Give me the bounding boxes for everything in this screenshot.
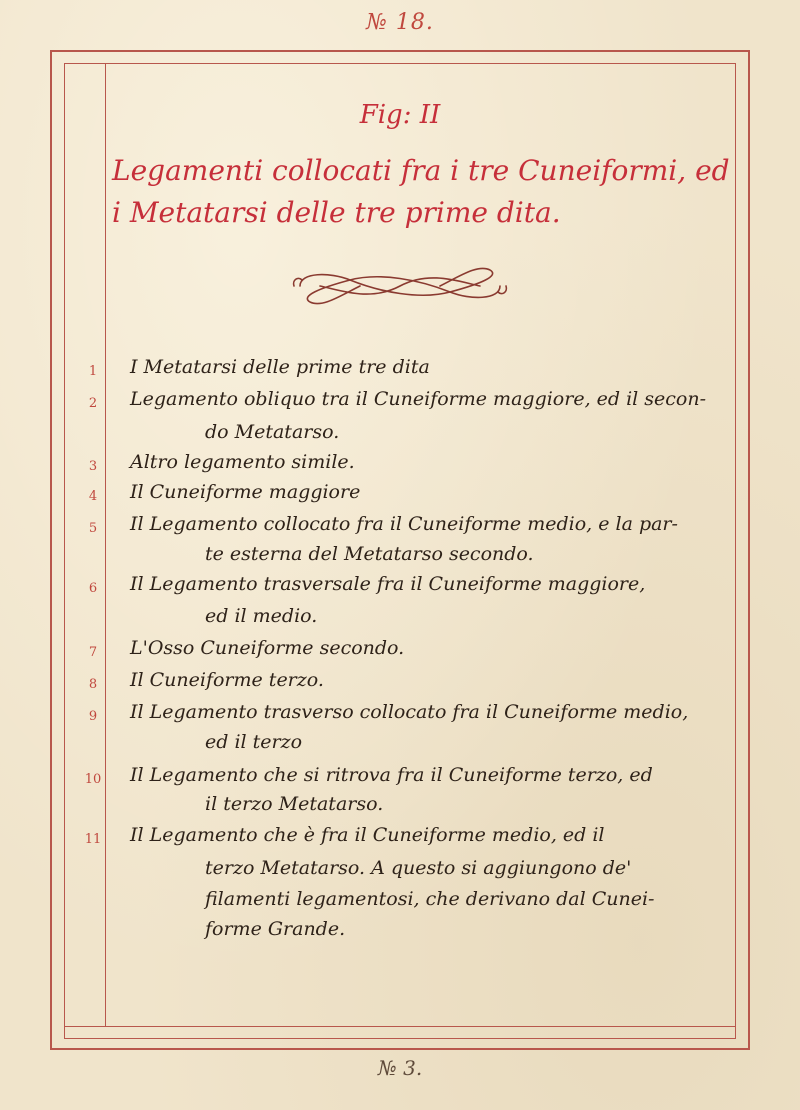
legend-number-8: 8 — [88, 677, 98, 692]
legend-9-line-1: Il Legamento trasverso collocato fra il Cuneiforme medio, — [130, 701, 689, 723]
legend-11-line-2: terzo Metatarso. A questo si aggiungono de' — [205, 857, 632, 879]
legend-10-line-2: il terzo Metatarso. — [205, 793, 384, 815]
legend-number-10: 10 — [84, 772, 102, 787]
legend-number-11: 11 — [84, 832, 102, 847]
legend-11-line-1: Il Legamento che è fra il Cuneiforme medio, ed il — [130, 824, 605, 846]
legend-6-line-2: ed il medio. — [205, 605, 318, 627]
legend-number-9: 9 — [88, 709, 98, 724]
legend-number-5: 5 — [88, 521, 98, 536]
legend-number-7: 7 — [88, 645, 98, 660]
legend-6-line-1: Il Legamento trasversale fra il Cuneiforme maggiore, — [130, 573, 646, 595]
legend-7-line-1: L'Osso Cuneiforme secondo. — [130, 637, 405, 659]
legend-number-6: 6 — [88, 581, 98, 596]
title-line-2: i Metatarsi delle tre prime dita. — [112, 196, 561, 229]
legend-5-line-1: Il Legamento collocato fra il Cuneiforme medio, e la par- — [130, 513, 678, 535]
page-number-bottom: № 3. — [377, 1056, 423, 1080]
legend-2-line-2: do Metatarso. — [205, 421, 340, 443]
legend-number-2: 2 — [88, 396, 98, 411]
title-line-1: Legamenti collocati fra i tre Cuneiformi, ed — [112, 154, 730, 187]
legend-11-line-4: forme Grande. — [205, 918, 346, 940]
legend-11-line-3: filamenti legamentosi, che derivano dal Cunei- — [205, 888, 655, 910]
legend-4-line-1: Il Cuneiforme maggiore — [130, 481, 361, 503]
legend-9-line-2: ed il terzo — [205, 731, 303, 753]
legend-1-line-1: I Metatarsi delle prime tre dita — [130, 356, 430, 378]
legend-2-line-1: Legamento obliquo tra il Cuneiforme maggiore, ed il secon- — [130, 388, 707, 410]
figure-label: Fig: II — [359, 100, 441, 130]
legend-8-line-1: Il Cuneiforme terzo. — [130, 669, 324, 691]
legend-3-line-1: Altro legamento simile. — [130, 451, 355, 473]
legend-number-1: 1 — [88, 364, 98, 379]
legend-10-line-1: Il Legamento che si ritrova fra il Cuneiforme terzo, ed — [130, 764, 653, 786]
legend-5-line-2: te esterna del Metatarso secondo. — [205, 543, 534, 565]
legend-number-4: 4 — [88, 489, 98, 504]
page-number-top: № 18. — [366, 10, 434, 35]
legend-number-3: 3 — [88, 459, 98, 474]
